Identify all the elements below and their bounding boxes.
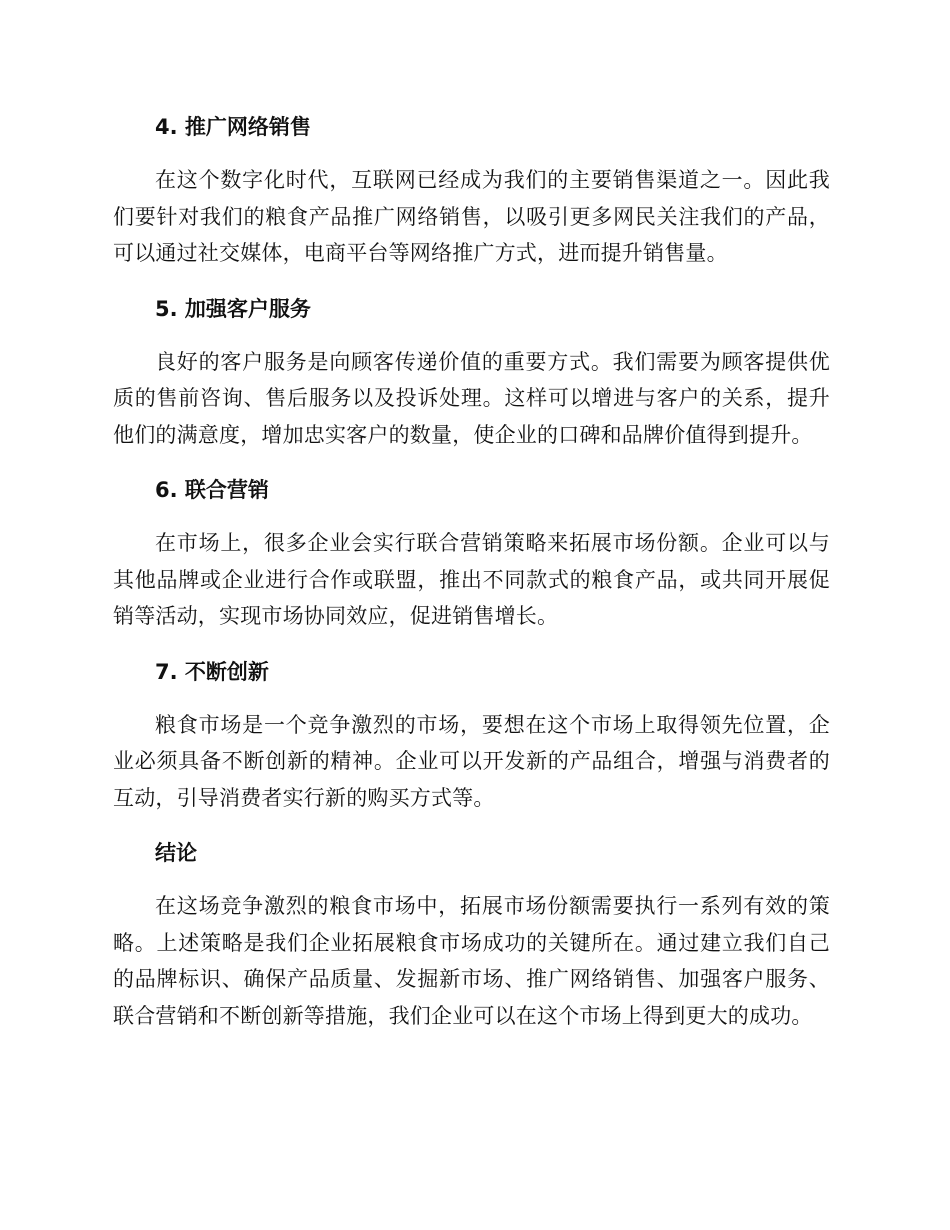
section-innovation [113,655,830,817]
section-heading: 结论 [155,841,197,865]
section-heading: 6. 联合营销 [155,478,269,502]
section-paragraph: 在这个数字化时代，互联网已经成为我们的主要销售渠道之一。因此我们要针对我们的粮食产品推广网络销售，以吸引更多网民关注我们的产品，可以通过社交媒体，电商平台等网络推广方式，进而提升销售量。 [113,168,830,265]
section-joint-marketing [113,473,830,635]
section-paragraph: 在市场上，很多企业会实行联合营销策略来拓展市场份额。企业可以与其他品牌或企业进行合作或联盟，推出不同款式的粮食产品，或共同开展促销等活动，实现市场协同效应，促进销售增长。 [113,531,830,628]
section-paragraph: 在这场竞争激烈的粮食市场中，拓展市场份额需要执行一系列有效的策略。上述策略是我们企业拓展粮食市场成功的关键所在。通过建立我们自己的品牌标识、确保产品质量、发掘新市场、推广网络销售、加强客户服务、联合营销和不断创新等措施，我们企业可以在这个市场上得到更大的成功。 [113,894,830,1028]
section-paragraph: 良好的客户服务是向顾客传递价值的重要方式。我们需要为顾客提供优质的售前咨询、售后服务以及投诉处理。这样可以增进与客户的关系，提升他们的满意度，增加忠实客户的数量，使企业的口碑和品牌价值得到提升。 [113,349,830,447]
section-heading: 4. 推广网络销售 [155,115,311,139]
section-heading: 5. 加强客户服务 [155,296,311,321]
section-paragraph: 粮食市场是一个竞争激烈的市场，要想在这个市场上取得领先位置，企业必须具备不断创新的精神。企业可以开发新的产品组合，增强与消费者的互动，引导消费者实行新的购买方式等。 [113,712,830,810]
section-online-sales [113,110,830,272]
section-conclusion [113,836,830,1034]
section-heading: 7. 不断创新 [155,659,269,684]
section-customer-service [113,292,830,454]
